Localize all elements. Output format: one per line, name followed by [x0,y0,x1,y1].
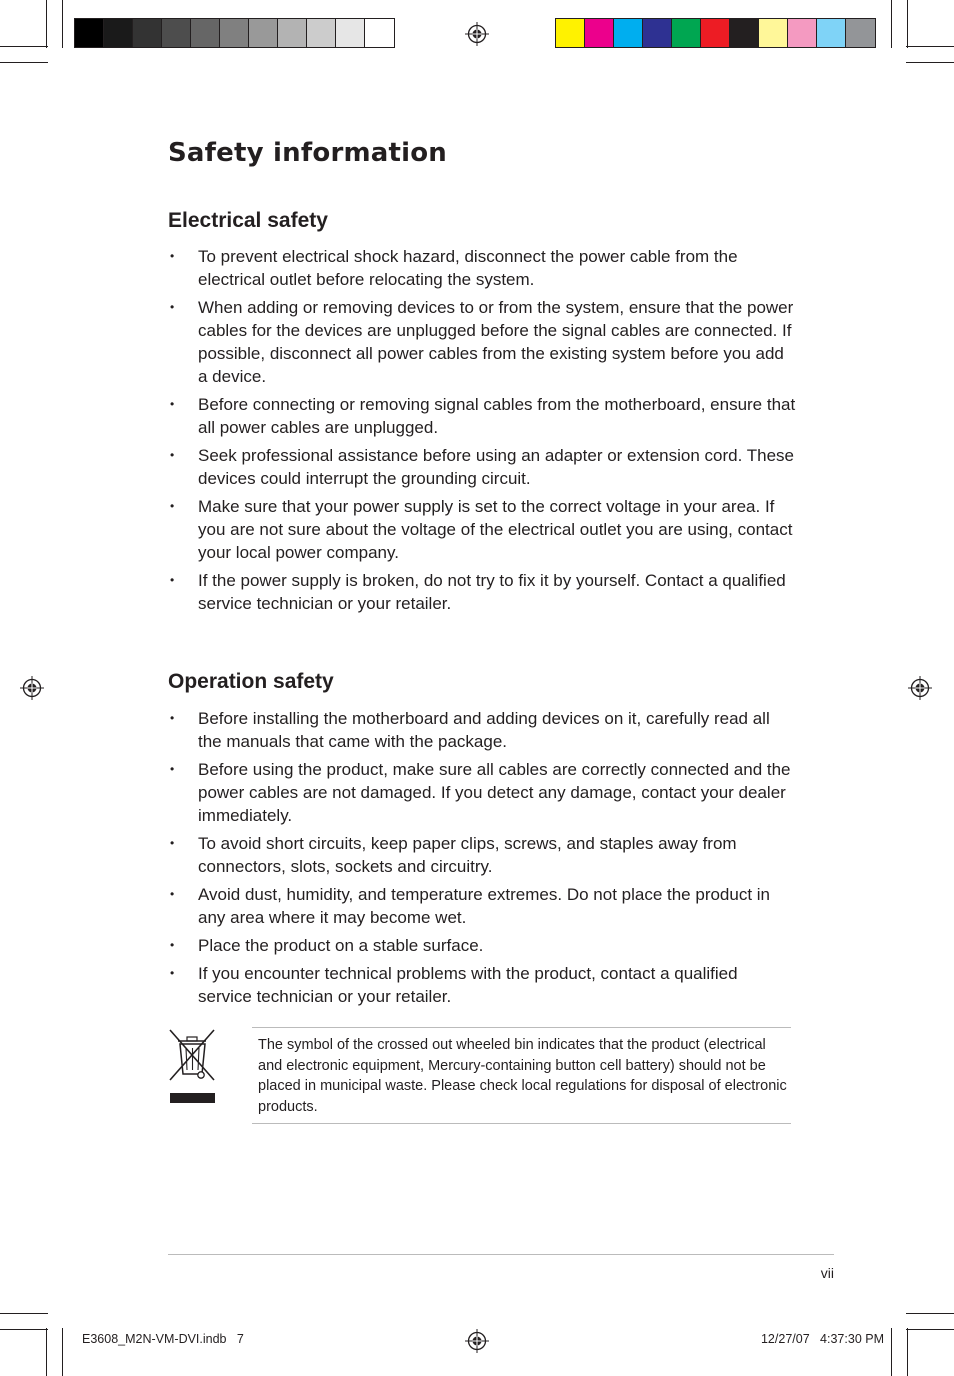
list-item: • Before installing the motherboard and adding devices on it, carefully read all the manuals that came with the package. [168,707,796,753]
list-item: • When adding or removing devices to or from the system, ensure that the power cables for the devices are unplugged before the signal cables are connected. If possible, disconnect all power cables from the existing system before you add a device. [168,296,796,388]
list-item: • If the power supply is broken, do not try to fix it by yourself. Contact a qualified service technician or your retailer. [168,569,796,615]
weee-notice-text: The symbol of the crossed out wheeled bin indicates that the product (electrical and electronic equipment, Mercury-containing button cell battery) should not be placed in municipal waste. Please check local regulations for disposal of electronic products. [252,1027,791,1124]
registration-mark-icon [465,1329,489,1353]
list-item: • Avoid dust, humidity, and temperature extremes. Do not place the product in any area where it may become wet. [168,883,796,929]
color-swatch [365,19,394,47]
color-swatch [672,19,701,47]
list-item: • Make sure that your power supply is set to the correct voltage in your area. If you are not sure about the voltage of the electrical outlet you are using, contact your local power company. [168,495,796,564]
color-swatch [614,19,643,47]
color-swatch [643,19,672,47]
footer-rule [168,1254,834,1255]
crop-mark [62,1328,63,1376]
color-swatch [278,19,307,47]
slug-timestamp: 12/27/07 4:37:30 PM [760,1332,884,1346]
color-swatch [788,19,817,47]
list-item: • To prevent electrical shock hazard, disconnect the power cable from the electrical outlet before relocating the system. [168,245,796,291]
crop-mark [906,1313,954,1314]
crop-mark [907,1328,908,1376]
crop-mark [906,46,954,47]
color-swatch [249,19,278,47]
color-swatch [759,19,788,47]
color-swatch [75,19,104,47]
crop-mark [0,1329,48,1330]
crop-mark [46,1328,47,1376]
crop-mark [46,0,47,48]
color-swatch [220,19,249,47]
crop-mark [62,0,63,48]
list-item: • If you encounter technical problems with the product, contact a qualified service technician or your retailer. [168,962,796,1008]
section-heading-electrical-safety: Electrical safety [168,209,328,232]
crop-mark [0,1313,48,1314]
crop-mark [891,1328,892,1376]
registration-mark-icon [465,22,489,46]
registration-mark-icon [908,676,932,700]
list-item: • Place the product on a stable surface. [168,934,796,957]
color-swatch [556,19,585,47]
color-swatch [104,19,133,47]
slug-filename: E3608_M2N-VM-DVI.indb 7 [82,1332,244,1346]
list-item: • Before connecting or removing signal cables from the motherboard, ensure that all power cables are unplugged. [168,393,796,439]
operation-safety-list [168,707,796,1013]
section-heading-operation-safety: Operation safety [168,670,334,693]
registration-mark-icon [20,676,44,700]
color-swatch [307,19,336,47]
crop-mark [907,0,908,48]
process-color-bar [555,18,876,48]
list-item: • Seek professional assistance before using an adapter or extension cord. These devices could interrupt the grounding circuit. [168,444,796,490]
color-swatch [585,19,614,47]
crop-mark [891,0,892,48]
color-swatch [730,19,759,47]
crop-mark [906,1329,954,1330]
page-number: vii [820,1265,834,1281]
electrical-safety-list [168,245,796,620]
page-title: Safety information [168,138,448,168]
color-swatch [701,19,730,47]
color-swatch [846,19,875,47]
crop-mark [0,46,48,47]
color-swatch [817,19,846,47]
crossed-out-wheeled-bin-icon [168,1027,218,1105]
list-item: • Before using the product, make sure all cables are correctly connected and the power cables are not damaged. If you detect any damage, contact your dealer immediately. [168,758,796,827]
color-swatch [336,19,365,47]
color-swatch [162,19,191,47]
color-swatch [133,19,162,47]
list-item: • To avoid short circuits, keep paper clips, screws, and staples away from connectors, slots, sockets and circuitry. [168,832,796,878]
crop-mark [0,62,48,63]
crop-mark [906,62,954,63]
color-swatch [191,19,220,47]
grayscale-color-bar [74,18,395,48]
